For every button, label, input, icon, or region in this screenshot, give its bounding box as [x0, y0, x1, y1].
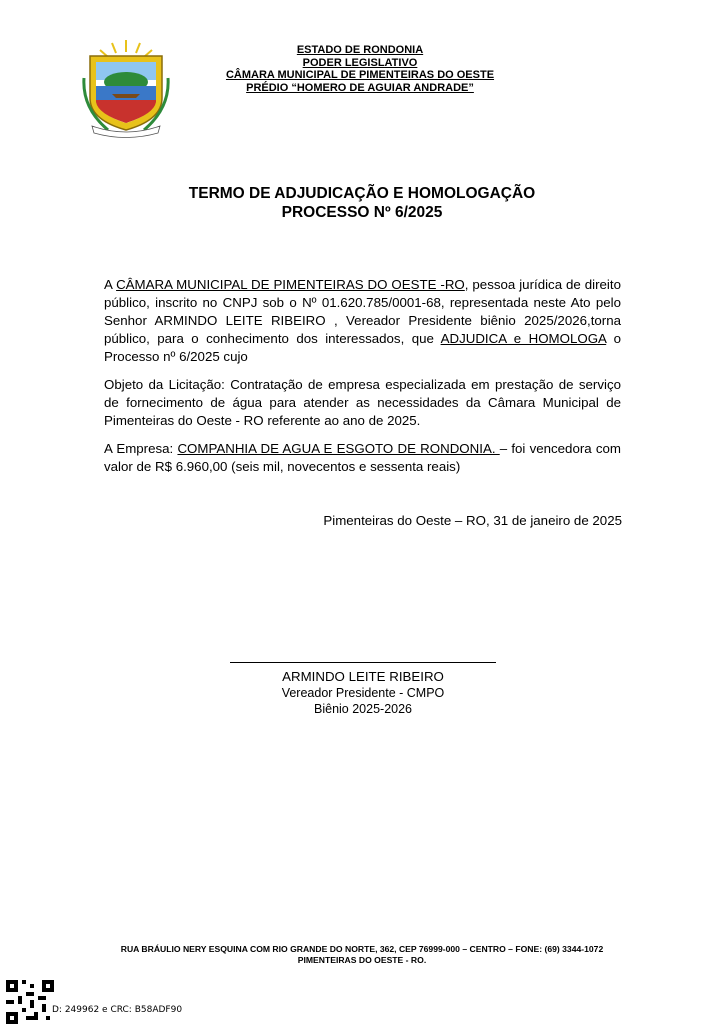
paragraph-object: Objeto da Licitação: Contratação de empresa especializada em prestação de serviço de fornecimento de água para atender as necessidades da Câmara Municipal de Pimenteiras do Oeste - RO referente ao ano de 2025. [104, 377, 621, 428]
footer-city: PIMENTEIRAS DO OESTE - RO. [297, 955, 427, 965]
signatory-name: ARMINDO LEITE RIBEIRO [282, 669, 444, 684]
letterhead [200, 44, 520, 94]
place-and-date: Pimenteiras do Oeste – RO, 31 de janeiro de 2025 [323, 513, 622, 528]
header-chamber: CÂMARA MUNICIPAL DE PIMENTEIRAS DO OESTE [225, 69, 495, 81]
signatory-term: Biênio 2025-2026 [314, 702, 412, 716]
qr-code-icon [6, 980, 54, 1024]
document-title [62, 184, 662, 222]
paragraph-company [104, 440, 621, 476]
adjudication-action: ADJUDICA e HOMOLOGA [440, 331, 607, 346]
entity-name: CÂMARA MUNICIPAL DE PIMENTEIRAS DO OESTE -RO [116, 277, 465, 292]
paragraph-adjudication [104, 276, 621, 366]
header-building: PRÉDIO “HOMERO DE AGUIAR ANDRADE” [246, 81, 474, 94]
header-branch: PODER LEGISLATIVO [302, 56, 418, 69]
text-fragment: A [104, 277, 117, 292]
company-name: COMPANHIA DE AGUA E ESGOTO DE RONDONIA. [177, 441, 500, 456]
signature-line [230, 662, 496, 663]
document-body [104, 276, 621, 486]
signature-block [230, 650, 496, 717]
title-line-2: PROCESSO Nº 6/2025 [281, 204, 443, 221]
document-crc-code: D: 249962 e CRC: B58ADF90 [52, 1005, 183, 1015]
header-state: ESTADO DE RONDONIA [296, 44, 424, 56]
text-fragment: A Empresa: [104, 441, 178, 456]
title-line-1: TERMO DE ADJUDICAÇÃO E HOMOLOGAÇÃO [188, 185, 536, 202]
coat-of-arms-icon [78, 38, 174, 138]
text-fragment: , pessoa jurídica de direito público, inscrito no CNPJ sob o Nº 01.620.785/0001-68, representada neste Ato pelo Senhor ARMINDO LEITE RIBEIRO , Vereador Presidente biênio 2025/2026,torna público, para o conhecimento dos interessados, que [104, 277, 621, 346]
footer-address [70, 944, 654, 966]
text-fragment: – foi vencedora com valor de R$ 6.960,00 (seis mil, novecentos e sessenta reais) [104, 441, 621, 474]
text-fragment: o Processo nº 6/2025 cujo [104, 331, 622, 364]
signatory-role: Vereador Presidente - CMPO [281, 686, 445, 700]
footer-street: RUA BRÁULIO NERY ESQUINA COM RIO GRANDE DO NORTE, 362, CEP 76999-000 – CENTRO – FONE: (69) 3344-1072 [120, 944, 604, 954]
